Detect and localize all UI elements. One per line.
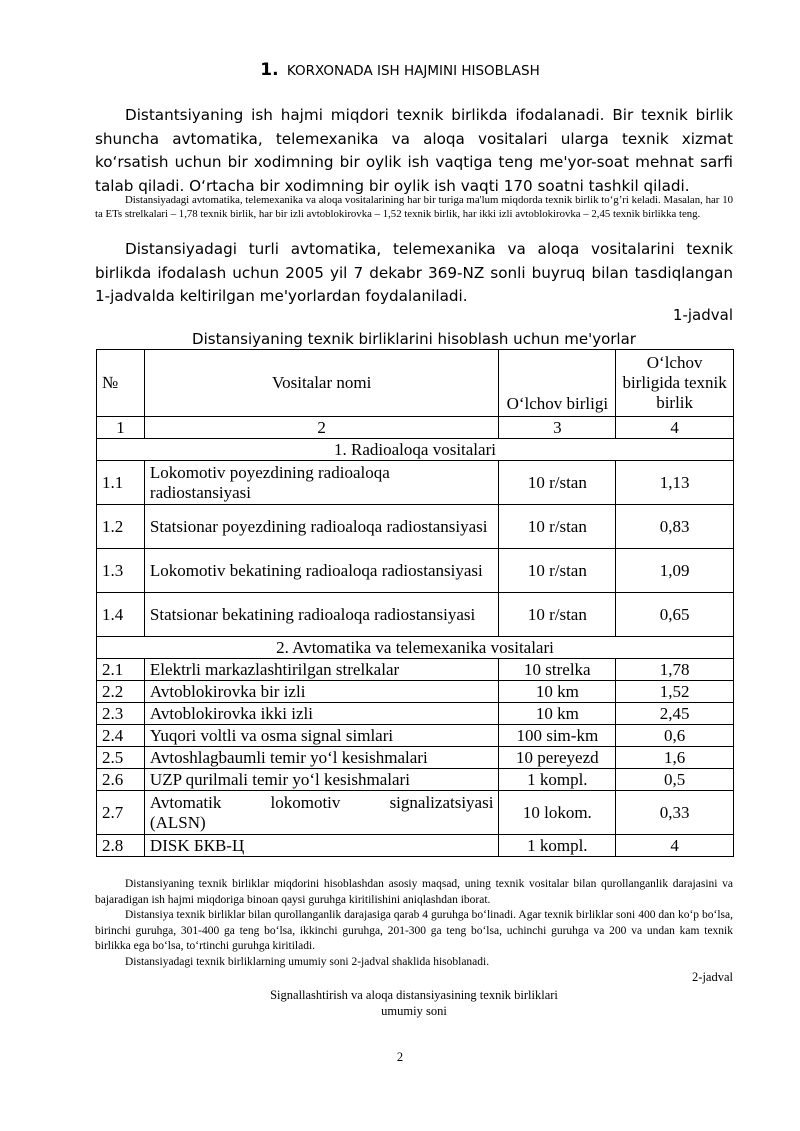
row-unit: 100 sim-km bbox=[499, 725, 616, 747]
row-value: 0,5 bbox=[616, 769, 734, 791]
table-row bbox=[97, 659, 734, 681]
row-name: Yuqori voltli va osma signal simlari bbox=[144, 725, 499, 747]
row-value: 0,6 bbox=[616, 725, 734, 747]
table-row bbox=[97, 681, 734, 703]
row-name: Lokomotiv bekatining radioaloqa radiostansiyasi bbox=[144, 549, 499, 593]
table-row bbox=[97, 747, 734, 769]
section-row-radio bbox=[97, 439, 734, 461]
row-unit: 1 kompl. bbox=[499, 835, 616, 857]
row-number: 2.7 bbox=[97, 791, 145, 835]
table-row bbox=[97, 549, 734, 593]
row-number: 1.3 bbox=[97, 549, 145, 593]
header-number: № bbox=[97, 350, 145, 417]
row-name: DISK БКВ-Ц bbox=[144, 835, 499, 857]
table-2-caption-line-1: Signallashtirish va aloqa distansiyasining texnik birliklari bbox=[270, 988, 558, 1002]
row-value: 1,52 bbox=[616, 681, 734, 703]
section-label: 2. Avtomatika va telemexanika vositalari bbox=[97, 637, 734, 659]
table-row bbox=[97, 593, 734, 637]
row-number: 2.6 bbox=[97, 769, 145, 791]
after-table-paragraph-3: Distansiyadagi texnik birliklarning umumiy soni 2-jadval shaklida hisoblanadi. bbox=[125, 956, 490, 968]
row-name-word: Avtomatik bbox=[149, 792, 222, 812]
row-name: Avtoblokirovka bir izli bbox=[144, 681, 499, 703]
row-unit: 10 r/stan bbox=[499, 593, 616, 637]
row-name-word: signalizatsiyasi bbox=[389, 792, 494, 812]
table-row bbox=[97, 505, 734, 549]
row-unit: 10 lokom. bbox=[499, 791, 616, 835]
row-number: 2.4 bbox=[97, 725, 145, 747]
header-name: Vositalar nomi bbox=[144, 350, 499, 417]
row-name: Avtoblokirovka ikki izli bbox=[144, 703, 499, 725]
row-value: 0,65 bbox=[616, 593, 734, 637]
row-name: Statsionar bekatining radioaloqa radiostansiyasi bbox=[144, 593, 499, 637]
section-row-automation bbox=[97, 637, 734, 659]
row-number: 2.2 bbox=[97, 681, 145, 703]
row-name: Avtoshlagbaumli temir yo‘l kesishmalari bbox=[144, 747, 499, 769]
row-name-line-2: (ALSN) bbox=[149, 812, 206, 832]
table-1-label: 1-jadval bbox=[672, 306, 733, 324]
row-number: 1.2 bbox=[97, 505, 145, 549]
row-unit: 10 strelka bbox=[499, 659, 616, 681]
row-name: Lokomotiv poyezdining radioaloqa radiostansiyasi bbox=[144, 461, 499, 505]
intro-paragraph-2: Distansiyadagi avtomatika, telemexanika va aloqa vositalarining har bir turiga ma'lum miqdorda texnik birlik to‘g’ri keladi. Masalan, har 10 ta ETs strelkalari – 1,78 texnik birlik, har bir izli avtoblokirovka – 1,52 texnik birlik, har ikki izli avtoblokirovka – 2,45 texnik birlikka teng. bbox=[95, 194, 733, 220]
row-number: 2.3 bbox=[97, 703, 145, 725]
table-2-label: 2-jadval bbox=[692, 970, 733, 984]
row-value: 4 bbox=[616, 835, 734, 857]
row-name-line-1 bbox=[150, 793, 494, 813]
row-value: 0,33 bbox=[616, 791, 734, 835]
table-row bbox=[97, 769, 734, 791]
column-number: 2 bbox=[144, 417, 499, 439]
table-2-caption bbox=[95, 987, 733, 1019]
row-value: 1,6 bbox=[616, 747, 734, 769]
table-row bbox=[97, 725, 734, 747]
row-value: 1,13 bbox=[616, 461, 734, 505]
column-numbers-row bbox=[97, 417, 734, 439]
row-value: 1,78 bbox=[616, 659, 734, 681]
row-value: 0,83 bbox=[616, 505, 734, 549]
row-value: 1,09 bbox=[616, 549, 734, 593]
table-row bbox=[97, 703, 734, 725]
row-name: Elektrli markazlashtirilgan strelkalar bbox=[144, 659, 499, 681]
table-2-caption-line-2: umumiy soni bbox=[381, 1004, 447, 1018]
after-table-paragraph-2: Distansiya texnik birliklar bilan qurollanganlik darajasiga qarab 4 guruhga bo‘linadi. Agar texnik birliklar soni 400 dan ko‘p bo‘lsa, birinchi guruhga, 301-400 ga teng bo‘lsa, ikkinchi guruhga, 201-300 ga teng bo‘lsa, uchinchi guruhga va 200 va undan kam texnik birlikka ega bo‘lsa, to‘rtinchi guruhga kiritiladi. bbox=[95, 909, 733, 953]
row-unit: 10 r/stan bbox=[499, 461, 616, 505]
section-label: 1. Radioaloqa vositalari bbox=[97, 439, 734, 461]
row-number: 2.8 bbox=[97, 835, 145, 857]
header-value: O‘lchov birligida texnik birlik bbox=[616, 350, 734, 417]
column-number: 1 bbox=[97, 417, 145, 439]
row-unit: 1 kompl. bbox=[499, 769, 616, 791]
table-row bbox=[97, 461, 734, 505]
row-name bbox=[144, 791, 499, 835]
row-value: 2,45 bbox=[616, 703, 734, 725]
table-header-row bbox=[97, 350, 734, 417]
row-number: 1.4 bbox=[97, 593, 145, 637]
row-number: 2.5 bbox=[97, 747, 145, 769]
after-table-paragraph-1: Distansiyaning texnik birliklar miqdorini hisoblashdan asosiy maqsad, uning texnik vositalar bilan qurollanganlik darajasini va bajaradigan ish hajmi miqdoriga binoan qaysi guruhga kiritilishini aniqlashdan iborat. bbox=[95, 878, 733, 906]
section-title: KORXONADA ISH HAJMINI HISOBLASH bbox=[286, 63, 540, 79]
intro-paragraph-1: Distantsiyaning ish hajmi miqdori texnik birlikda ifodalanadi. Bir texnik birlik shuncha avtomatika, telemexanika va aloqa vositalari ularga texnik xizmat ko‘rsatish uchun bir xodimning bir oylik ish vaqtiga teng me'yor-soat mehnat sarfi talab qiladi. O‘rtacha bir xodimning bir oylik ish vaqti 170 soatni tashkil qiladi. bbox=[95, 106, 733, 195]
row-number: 2.1 bbox=[97, 659, 145, 681]
intro-paragraph-3: Distansiyadagi turli avtomatika, telemexanika va aloqa vositalarini texnik birlikda ifodalash uchun 2005 yil 7 dekabr 369-NZ sonli buyruq bilan tasdiqlangan 1-jadvalda keltirilgan me'yorlardan foydalaniladi. bbox=[95, 240, 733, 305]
page-number: 2 bbox=[396, 1050, 404, 1064]
row-unit: 10 r/stan bbox=[499, 505, 616, 549]
section-number: 1. bbox=[260, 60, 279, 80]
row-name: Statsionar poyezdining radioaloqa radiostansiyasi bbox=[144, 505, 499, 549]
row-unit: 10 r/stan bbox=[499, 549, 616, 593]
row-unit: 10 pereyezd bbox=[499, 747, 616, 769]
row-name-word: lokomotiv bbox=[270, 792, 341, 812]
table-row bbox=[97, 835, 734, 857]
row-name: UZP qurilmali temir yo‘l kesishmalari bbox=[144, 769, 499, 791]
section-heading bbox=[0, 60, 800, 80]
table-1-title: Distansiyaning texnik birliklarini hisoblash uchun me'yorlar bbox=[192, 330, 636, 348]
row-unit: 10 km bbox=[499, 703, 616, 725]
column-number: 3 bbox=[499, 417, 616, 439]
norms-table bbox=[96, 349, 734, 857]
table-row bbox=[97, 791, 734, 835]
header-unit: O‘lchov birligi bbox=[499, 350, 616, 417]
column-number: 4 bbox=[616, 417, 734, 439]
row-number: 1.1 bbox=[97, 461, 145, 505]
row-unit: 10 km bbox=[499, 681, 616, 703]
